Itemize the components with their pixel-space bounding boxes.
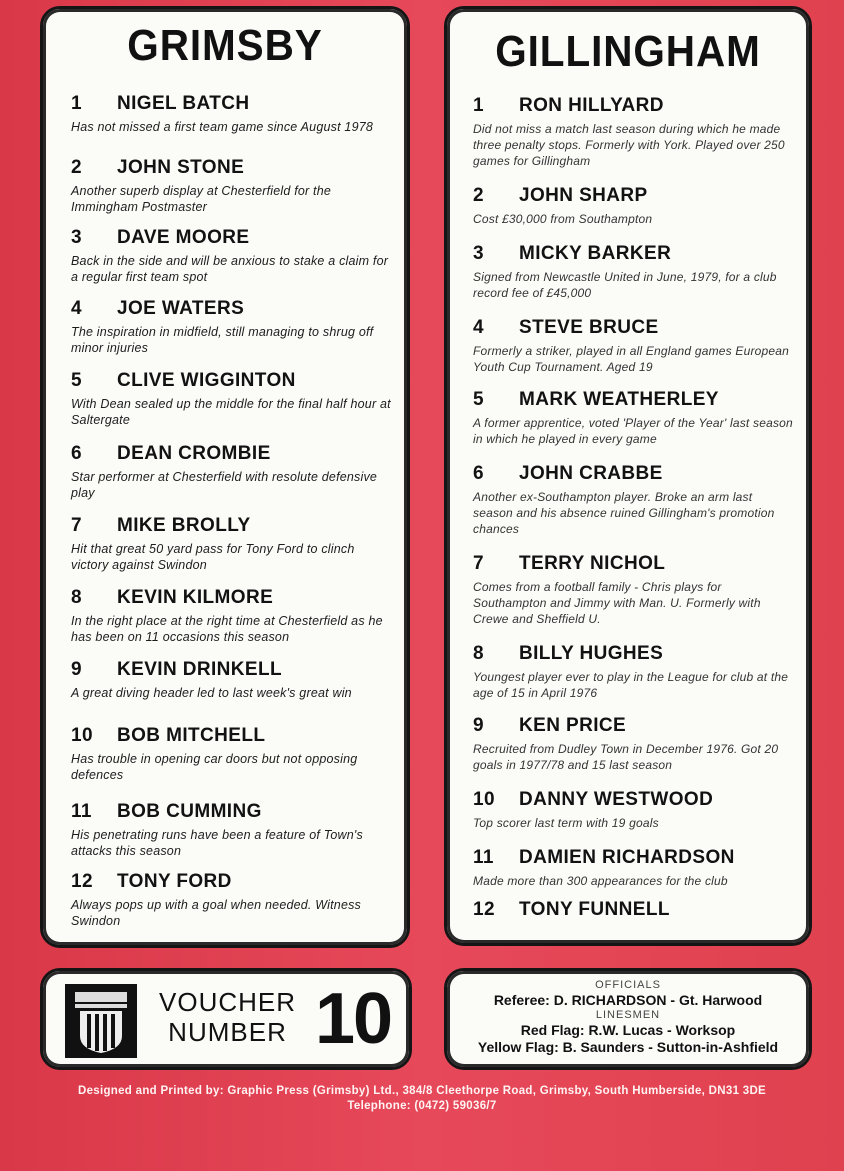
linesmen-heading: LINESMEN (595, 1009, 661, 1021)
player-entry (473, 789, 795, 831)
player-name: JOHN CRABBE (519, 463, 663, 484)
player-entry (71, 93, 393, 135)
referee-line: Referee: D. RICHARDSON - Gt. Harwood (493, 992, 763, 1008)
player-entry (71, 587, 393, 645)
player-number: 8 (71, 587, 82, 608)
player-name: MIKE BROLLY (117, 515, 251, 536)
voucher-label (159, 987, 296, 1047)
player-heading (473, 243, 795, 265)
player-heading (71, 515, 393, 537)
voucher-panel (40, 968, 412, 1070)
player-heading (473, 463, 795, 485)
player-heading (71, 871, 393, 893)
player-entry (71, 227, 393, 285)
player-heading (473, 95, 795, 117)
player-name: RON HILLYARD (519, 95, 664, 116)
player-description: Made more than 300 appearances for the club (473, 874, 728, 888)
player-name: BOB CUMMING (117, 801, 262, 822)
player-description: Recruited from Dudley Town in December 1976. Got 20 goals in 1977/78 and 15 last season (473, 742, 779, 772)
player-entry (71, 725, 393, 783)
player-description: Formerly a striker, played in all England games European Youth Cup Tournament. Aged 19 (473, 344, 790, 374)
player-name: DAMIEN RICHARDSON (519, 847, 735, 868)
player-description: Another ex-Southampton player. Broke an arm last season and his absence ruined Gillingham's promotion chances (473, 490, 775, 536)
player-name: KEN PRICE (519, 715, 627, 736)
player-name: JOE WATERS (117, 298, 245, 319)
player-name: TONY FORD (117, 871, 232, 892)
player-description: Has trouble in opening car doors but not opposing defences (71, 752, 358, 782)
player-name: DANNY WESTWOOD (519, 789, 714, 810)
player-description: Another superb display at Chesterfield for the Immingham Postmaster (71, 184, 332, 214)
player-name: CLIVE WIGGINTON (117, 370, 296, 391)
player-number: 7 (473, 553, 484, 574)
player-number: 8 (473, 643, 484, 664)
player-number: 11 (473, 847, 494, 868)
player-name: TONY FUNNELL (519, 899, 670, 920)
player-description: His penetrating runs have been a feature of Town's attacks this season (71, 828, 363, 858)
player-entry (71, 157, 393, 215)
player-heading (71, 587, 393, 609)
player-description: Did not miss a match last season during which he made three penalty stops. Formerly with York. Played over 250 games for Gillingham (473, 122, 785, 168)
voucher-number: 10 (315, 979, 392, 1059)
grimsby-crest-icon (65, 984, 137, 1058)
player-name: TERRY NICHOL (519, 553, 666, 574)
player-heading (473, 553, 795, 575)
grimsby-team-panel (40, 6, 410, 948)
player-description: A former apprentice, voted 'Player of the Year' last season in which he played in every game (473, 416, 793, 446)
player-description: Top scorer last term with 19 goals (473, 816, 659, 830)
player-heading (473, 899, 795, 921)
player-name: BILLY HUGHES (519, 643, 664, 664)
red-flag-line: Red Flag: R.W. Lucas - Worksop (520, 1022, 736, 1038)
player-number: 10 (473, 789, 495, 810)
player-number: 6 (71, 443, 82, 464)
player-name: JOHN STONE (117, 157, 245, 178)
player-number: 11 (71, 801, 92, 822)
gillingham-title: GILLINGHAM (495, 27, 761, 76)
player-description: Hit that great 50 yard pass for Tony Ford to clinch victory against Swindon (71, 542, 355, 572)
player-heading (71, 443, 393, 465)
player-entry (473, 185, 795, 227)
player-entry (473, 95, 795, 169)
player-description: The inspiration in midfield, still managing to shrug off minor injuries (71, 325, 374, 355)
player-number: 7 (71, 515, 82, 536)
player-heading (71, 659, 393, 681)
player-entry (473, 715, 795, 773)
player-description: Signed from Newcastle United in June, 1979, for a club record fee of £45,000 (473, 270, 777, 300)
player-heading (71, 227, 393, 249)
player-name: STEVE BRUCE (519, 317, 659, 338)
player-heading (473, 847, 795, 869)
player-heading (71, 725, 393, 747)
player-heading (473, 185, 795, 207)
player-number: 1 (71, 93, 82, 114)
player-name: KEVIN KILMORE (117, 587, 274, 608)
player-description: With Dean sealed up the middle for the final half hour at Saltergate (71, 397, 391, 427)
player-name: NIGEL BATCH (117, 93, 250, 114)
player-entry (71, 515, 393, 573)
player-entry (71, 298, 393, 356)
player-number: 6 (473, 463, 484, 484)
player-entry (473, 553, 795, 627)
player-heading (71, 801, 393, 823)
player-entry (71, 871, 393, 929)
player-heading (473, 643, 795, 665)
player-number: 4 (473, 317, 484, 338)
player-description: Star performer at Chesterfield with resolute defensive play (71, 470, 378, 500)
footer-telephone: Telephone: (0472) 59036/7 (347, 1100, 497, 1112)
player-description: Has not missed a first team game since August 1978 (71, 120, 374, 134)
player-heading (71, 370, 393, 392)
player-number: 5 (473, 389, 484, 410)
yellow-flag-line: Yellow Flag: B. Saunders - Sutton-in-Ashfield (477, 1039, 779, 1055)
player-heading (71, 93, 393, 115)
player-name: MARK WEATHERLEY (519, 389, 719, 410)
player-name: DEAN CROMBIE (117, 443, 271, 464)
player-number: 4 (71, 298, 82, 319)
player-number: 9 (71, 659, 82, 680)
player-number: 9 (473, 715, 484, 736)
player-entry (473, 389, 795, 447)
player-name: MICKY BARKER (519, 243, 672, 264)
player-entry (71, 443, 393, 501)
player-heading (473, 317, 795, 339)
officials-panel (444, 968, 812, 1070)
player-entry (473, 317, 795, 375)
player-entry (473, 643, 795, 701)
player-entry (473, 243, 795, 301)
player-number: 10 (71, 725, 93, 746)
player-heading (71, 157, 393, 179)
player-number: 12 (473, 899, 495, 920)
player-description: Youngest player ever to play in the League for club at the age of 15 in April 1976 (473, 670, 789, 700)
player-number: 1 (473, 95, 484, 116)
player-description: Cost £30,000 from Southampton (473, 212, 653, 226)
player-description: In the right place at the right time at Chesterfield as he has been on 11 occasions this season (71, 614, 383, 644)
player-name: BOB MITCHELL (117, 725, 266, 746)
player-entry (71, 370, 393, 428)
player-name: DAVE MOORE (117, 227, 250, 248)
player-description: Back in the side and will be anxious to stake a claim for a regular first team spot (71, 254, 389, 284)
voucher-line-1: VOUCHER (159, 987, 297, 1017)
player-number: 2 (71, 157, 82, 178)
player-description: Comes from a football family - Chris plays for Southampton and Jimmy with Man. U. Formerly with Crewe and Sheffield U. (473, 580, 761, 626)
printer-footer (0, 1084, 844, 1114)
player-name: KEVIN DRINKELL (117, 659, 282, 680)
player-number: 12 (71, 871, 93, 892)
player-heading (473, 789, 795, 811)
player-number: 3 (71, 227, 82, 248)
player-heading (71, 298, 393, 320)
gillingham-team-panel (444, 6, 812, 946)
footer-address: Designed and Printed by: Graphic Press (Grimsby) Ltd., 384/8 Cleethorpe Road, Grimsby, South Humberside, DN31 3DE (77, 1085, 767, 1097)
officials-heading: OFFICIALS (595, 979, 661, 991)
player-entry (473, 463, 795, 537)
player-number: 3 (473, 243, 484, 264)
player-heading (473, 715, 795, 737)
grimsby-title: GRIMSBY (127, 21, 323, 70)
player-entry (71, 659, 393, 701)
player-description: Always pops up with a goal when needed. Witness Swindon (71, 898, 362, 928)
player-heading (473, 389, 795, 411)
player-entry (71, 801, 393, 859)
player-name: JOHN SHARP (519, 185, 648, 206)
voucher-line-2: NUMBER (168, 1017, 287, 1047)
player-description: A great diving header led to last week's great win (71, 686, 352, 700)
player-entry (473, 847, 795, 889)
player-number: 2 (473, 185, 484, 206)
player-entry (473, 899, 795, 921)
player-number: 5 (71, 370, 82, 391)
